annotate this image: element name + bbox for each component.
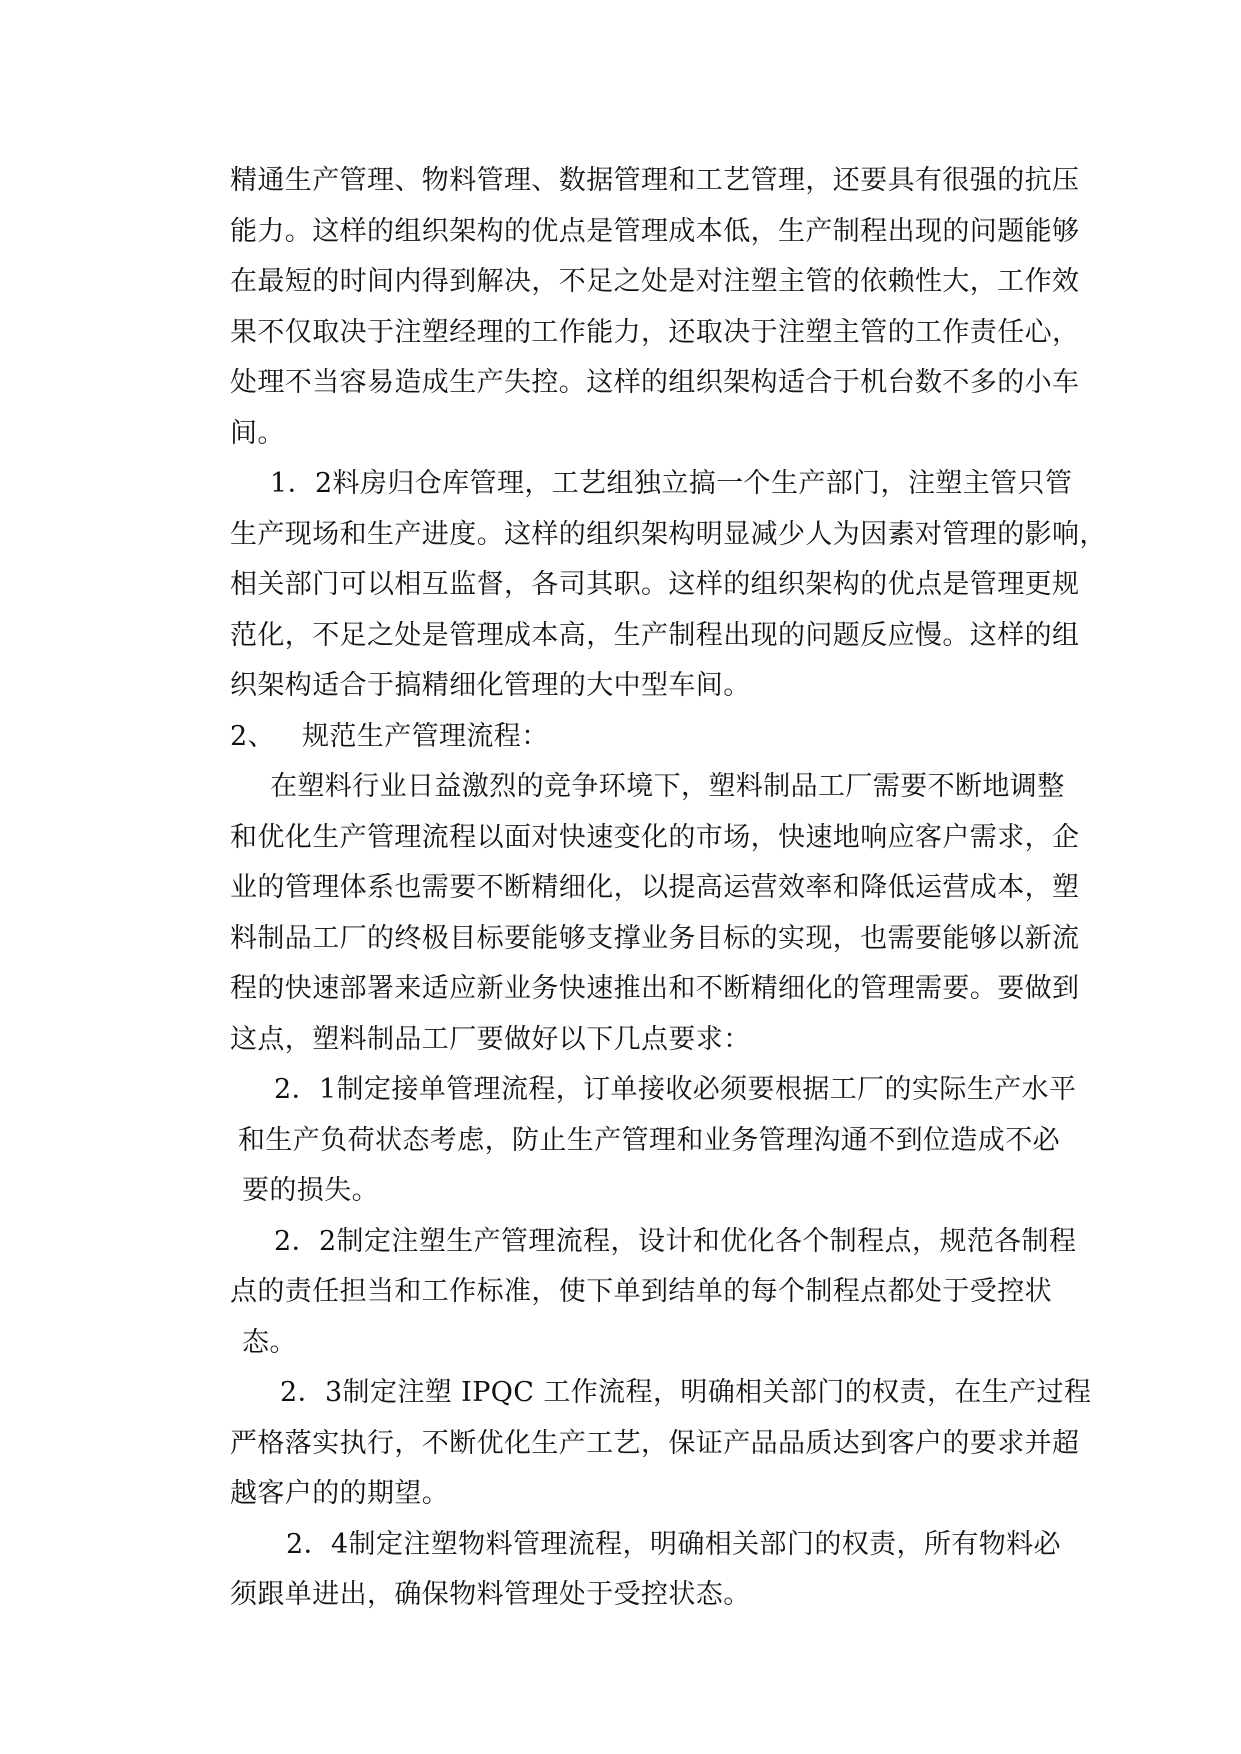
paragraph-line: 2．1制定接单管理流程，订单接收必须要根据工厂的实际生产水平 [274,1074,1077,1105]
paragraph-line: 这点，塑料制品工厂要做好以下几点要求： [230,1023,751,1055]
paragraph-line: 在塑料行业日益激烈的竞争环境下，塑料制品工厂需要不断地调整 [270,771,1065,802]
paragraph-line: 织架构适合于搞精细化管理的大中型车间。 [230,670,751,701]
section-heading [230,712,1050,763]
paragraph-line: 2．3制定注塑 IPQC 工作流程，明确相关部门的权责，在生产过程 [280,1377,1092,1408]
document-body [230,156,1107,1621]
paragraph-line: 点的责任担当和工作标准，使下单到结单的每个制程点都处于受控状 [230,1276,1052,1307]
section-title: 规范生产管理流程： [302,720,549,752]
paragraph-line: 在最短的时间内得到解决，不足之处是对注塑主管的依赖性大，工作效 [230,266,1080,297]
paragraph-line: 2．2制定注塑生产管理流程，设计和优化各个制程点，规范各制程 [274,1225,1077,1257]
paragraph-line: 范化，不足之处是管理成本高，生产制程出现的问题反应慢。这样的组 [230,619,1080,651]
paragraph-line: 严格落实执行，不断优化生产工艺，保证产品品质达到客户的要求并超 [230,1427,1080,1459]
paragraph-line: 程的快速部署来适应新业务快速推出和不断精细化的管理需要。要做到 [230,973,1080,1004]
paragraph-line: 生产现场和生产进度。这样的组织架构明显减少人为因素对管理的影响， [230,518,1107,550]
paragraph-line: 精通生产管理、物料管理、数据管理和工艺管理，还要具有很强的抗压 [230,165,1080,196]
paragraph-line: 处理不当容易造成生产失控。这样的组织架构适合于机台数不多的小车 [230,367,1080,398]
paragraph-line: 2．4制定注塑物料管理流程，明确相关部门的权责，所有物料必 [286,1528,1061,1560]
paragraph-line: 和优化生产管理流程以面对快速变化的市场，快速地响应客户需求，企 [230,821,1080,853]
paragraph-line: 态。 [242,1326,297,1358]
paragraph-line: 须跟单进出，确保物料管理处于受控状态。 [230,1579,751,1610]
paragraph-line: 相关部门可以相互监督，各司其职。这样的组织架构的优点是管理更规 [230,569,1080,600]
paragraph-line: 要的损失。 [242,1175,379,1206]
paragraph-line: 间。 [230,417,285,449]
paragraph-line: 1．2料房归仓库管理，工艺组独立搞一个生产部门，注塑主管只管 [270,468,1073,499]
paragraph-line: 和生产负荷状态考虑，防止生产管理和业务管理沟通不到位造成不必 [238,1124,1060,1156]
paragraph-line: 越客户的的期望。 [230,1478,450,1509]
section-number: 2、 [230,720,275,752]
paragraph-line: 料制品工厂的终极目标要能够支撑业务目标的实现，也需要能够以新流 [230,922,1080,954]
paragraph-line: 能力。这样的组织架构的优点是管理成本低，生产制程出现的问题能够 [230,215,1080,247]
paragraph-line: 业的管理体系也需要不断精细化，以提高运营效率和降低运营成本，塑 [230,872,1080,903]
paragraph-line: 果不仅取决于注塑经理的工作能力，还取决于注塑主管的工作责任心， [230,316,1080,348]
